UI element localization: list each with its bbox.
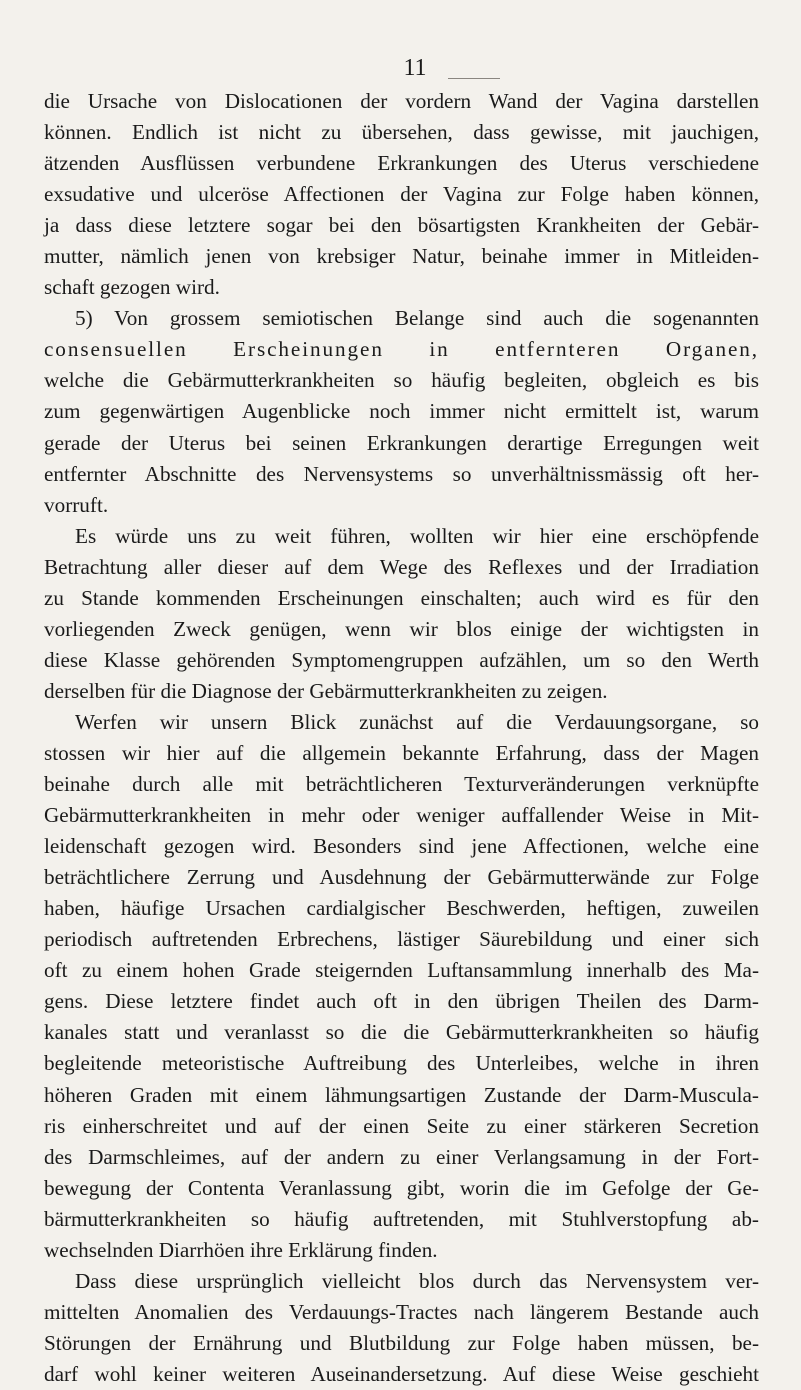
- text-line: Betrachtung aller dieser auf dem Wege des Reflexes und der Irradiation: [44, 554, 759, 579]
- text-line: leidenschaft gezogen wird. Besonders sind jene Affectionen, welche eine: [44, 834, 759, 859]
- text-line: derselben für die Diagnose der Gebärmutterkrankheiten zu zeigen.: [44, 678, 608, 703]
- text-line: wechselnden Diarrhöen ihre Erklärung finden.: [44, 1237, 438, 1262]
- text-line: höheren Graden mit einem lähmungsartigen Zustande der Darm-Muscula-: [44, 1082, 759, 1107]
- text-line: gens. Diese letztere findet auch oft in den übrigen Theilen des Darm-: [44, 989, 759, 1014]
- text-line: ja dass diese letztere sogar bei den bösartigsten Krankheiten der Gebär-: [44, 213, 759, 238]
- text-line: ris einherschreitet und auf der einen Seite zu einer stärkeren Secretion: [44, 1113, 759, 1138]
- text-line: mutter, nämlich jenen von krebsiger Natur, beinahe immer in Mitleiden-: [44, 244, 759, 269]
- text-line: die Ursache von Dislocationen der vordern Wand der Vagina darstellen: [44, 89, 759, 113]
- page-number: 11: [403, 55, 427, 81]
- text-line: zu Stande kommenden Erscheinungen einschalten; auch wird es für den: [44, 585, 759, 610]
- document-page: [44, 0, 759, 1386]
- paragraph-first-line: 5) Von grossem semiotischen Belange sind auch die sogenannten: [75, 306, 759, 331]
- text-line: zum gegenwärtigen Augenblicke noch immer nicht ermittelt ist, warum: [44, 399, 759, 424]
- text-line: entfernter Abschnitte des Nervensystems so unverhältnissmässig oft her-: [44, 461, 759, 486]
- text-line: stossen wir hier auf die allgemein bekannte Erfahrung, dass der Magen: [44, 740, 759, 765]
- text-line: gerade der Uterus bei seinen Erkrankungen derartige Erregungen weit: [44, 430, 759, 455]
- text-line: beträchtlichere Zerrung und Ausdehnung der Gebärmutterwände zur Folge: [44, 865, 759, 890]
- header-rule: [448, 78, 500, 79]
- text-line: vorliegenden Zweck genügen, wenn wir blos einige der wichtigsten in: [44, 616, 759, 641]
- text-line: ätzenden Ausflüssen verbundene Erkrankungen des Uterus verschiedene: [44, 151, 759, 176]
- text-line: oft zu einem hohen Grade steigernden Luftansammlung innerhalb des Ma-: [44, 958, 759, 983]
- text-line: können. Endlich ist nicht zu übersehen, dass gewisse, mit jauchigen,: [44, 120, 759, 145]
- text-line: exsudative und ulceröse Affectionen der Vagina zur Folge haben können,: [44, 182, 759, 207]
- text-line: mittelten Anomalien des Verdauungs-Tractes nach längerem Bestande auch: [44, 1299, 759, 1324]
- text-line: des Darmschleimes, auf der andern zu einer Verlangsamung in der Fort-: [44, 1144, 759, 1169]
- text-line: kanales statt und veranlasst so die die Gebärmutterkrankheiten so häufig: [44, 1020, 759, 1045]
- text-line: bärmutterkrankheiten so häufig auftretenden, mit Stuhlverstopfung ab-: [44, 1206, 759, 1231]
- text-line: vorruft.: [44, 492, 109, 517]
- text-line: welche die Gebärmutterkrankheiten so häufig begleiten, obgleich es bis: [44, 368, 759, 393]
- paragraph-first-line: Werfen wir unsern Blick zunächst auf die Verdauungsorgane, so: [75, 709, 759, 734]
- text-line: Gebärmutterkrankheiten in mehr oder weniger auffallender Weise in Mit-: [44, 803, 759, 828]
- text-line: schaft gezogen wird.: [44, 275, 220, 300]
- paragraph-first-line: Dass diese ursprünglich vielleicht blos durch das Nervensystem ver-: [75, 1268, 759, 1293]
- text-line: darf wohl keiner weiteren Auseinandersetzung. Auf diese Weise geschieht: [44, 1361, 759, 1386]
- text-line: Störungen der Ernährung und Blutbildung zur Folge haben müssen, be-: [44, 1330, 759, 1355]
- text-line: diese Klasse gehörenden Symptomengruppen aufzählen, um so den Werth: [44, 647, 759, 672]
- text-line: periodisch auftretenden Erbrechens, lästiger Säurebildung und einer sich: [44, 927, 759, 952]
- body-text: [44, 86, 759, 1390]
- text-line: haben, häufige Ursachen cardialgischer Beschwerden, heftigen, zuweilen: [44, 896, 759, 921]
- text-line: begleitende meteoristische Auftreibung des Unterleibes, welche in ihren: [44, 1051, 759, 1076]
- paragraph-first-line: Es würde uns zu weit führen, wollten wir hier eine erschöpfende: [75, 523, 759, 548]
- text-line: consensuellen Erscheinungen in entfernteren Organen,: [44, 337, 759, 362]
- text-line: bewegung der Contenta Veranlassung gibt, worin die im Gefolge der Ge-: [44, 1175, 759, 1200]
- text-line: beinahe durch alle mit beträchtlicheren Texturveränderungen verknüpfte: [44, 772, 759, 797]
